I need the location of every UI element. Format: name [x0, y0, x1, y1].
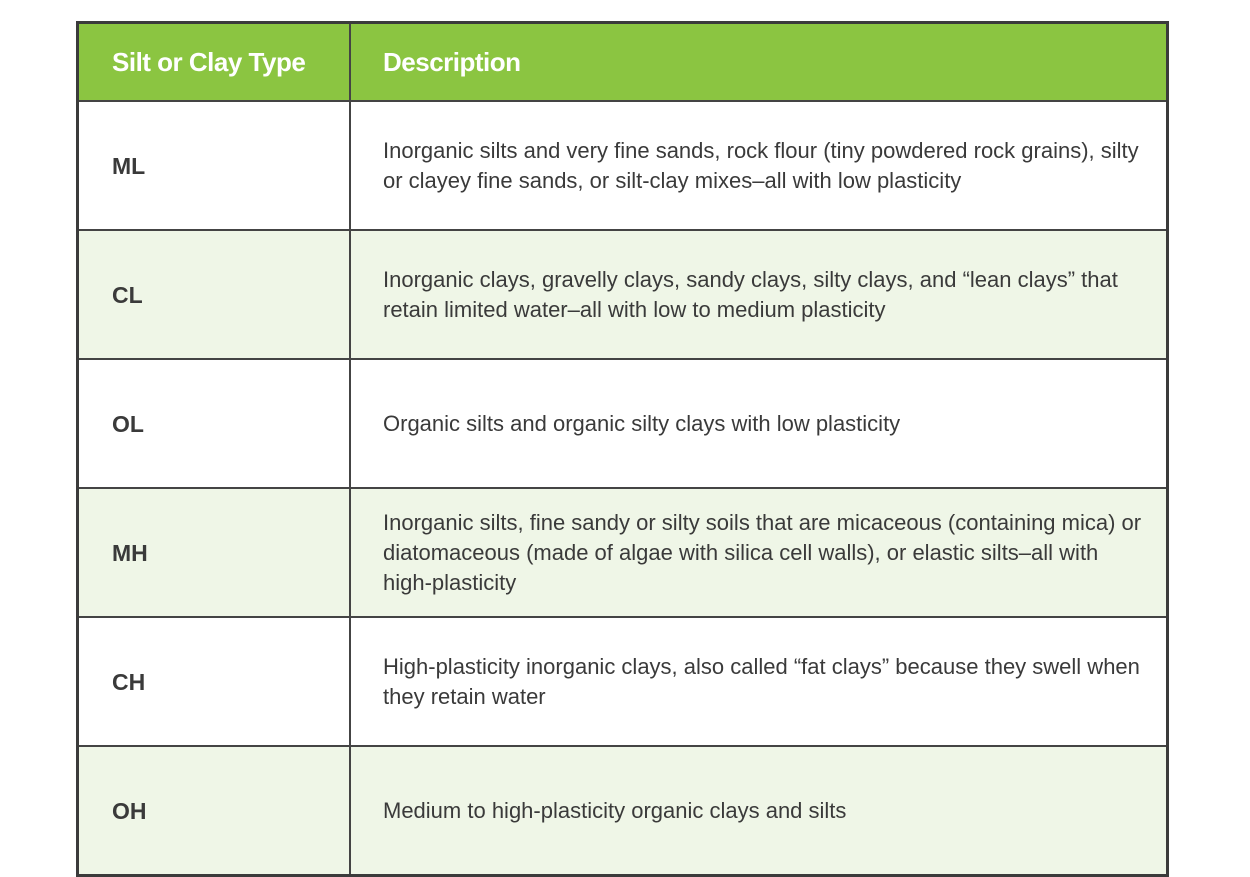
type-cell: OL — [78, 359, 351, 488]
description-cell: High-plasticity inorganic clays, also called “fat clays” because they swell when they retain water — [350, 617, 1168, 746]
type-cell: ML — [78, 101, 351, 230]
description-cell: Organic silts and organic silty clays with low plasticity — [350, 359, 1168, 488]
description-cell: Inorganic silts, fine sandy or silty soils that are micaceous (containing mica) or diatomaceous (made of algae with silica cell walls), or elastic silts–all with high-plasticity — [350, 488, 1168, 617]
description-cell: Inorganic silts and very fine sands, rock flour (tiny powdered rock grains), silty or clayey fine sands, or silt-clay mixes–all with low plasticity — [350, 101, 1168, 230]
type-cell: MH — [78, 488, 351, 617]
description-cell: Inorganic clays, gravelly clays, sandy clays, silty clays, and “lean clays” that retain limited water–all with low to medium plasticity — [350, 230, 1168, 359]
table-row — [78, 230, 1168, 359]
type-cell: CH — [78, 617, 351, 746]
type-cell: CL — [78, 230, 351, 359]
table-row — [78, 488, 1168, 617]
description-cell: Medium to high-plasticity organic clays and silts — [350, 746, 1168, 876]
header-description: Description — [350, 23, 1168, 102]
table-row — [78, 617, 1168, 746]
table-row — [78, 359, 1168, 488]
header-row — [78, 23, 1168, 102]
header-type: Silt or Clay Type — [78, 23, 351, 102]
table-row — [78, 101, 1168, 230]
soil-type-table — [76, 21, 1169, 877]
type-cell: OH — [78, 746, 351, 876]
table-row — [78, 746, 1168, 876]
